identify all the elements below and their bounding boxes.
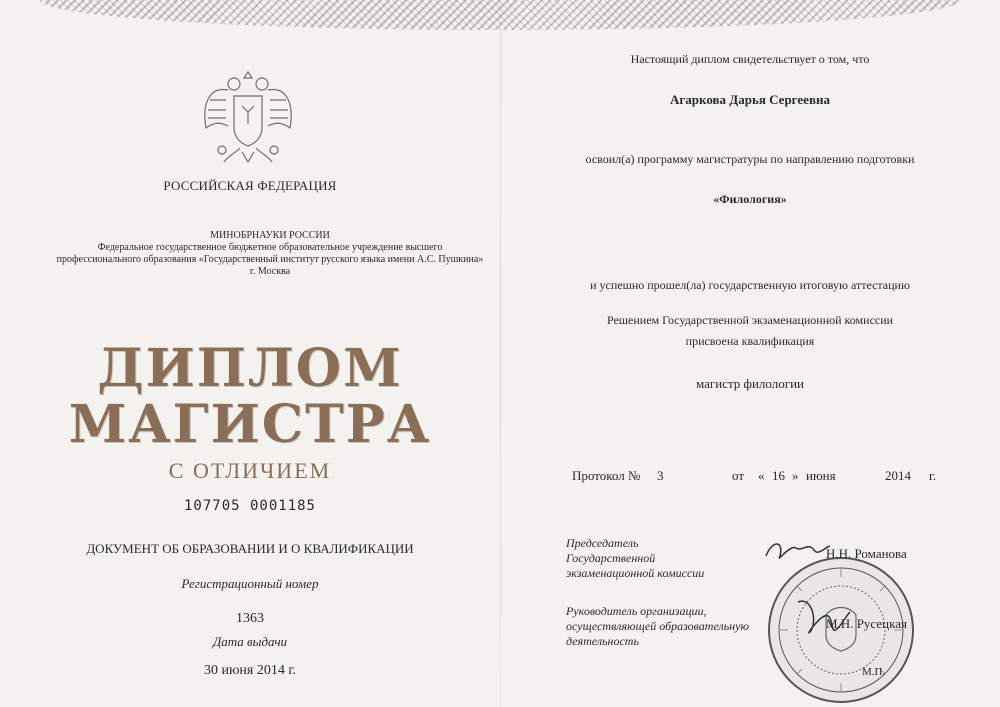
program-name: «Филология» [713,192,787,206]
chair-signature [762,534,832,568]
head-title-line: Руководитель организации, [566,604,707,618]
document-type: ДОКУМЕНТ ОБ ОБРАЗОВАНИИ И О КВАЛИФИКАЦИИ [86,541,414,556]
city: г. Москва [249,266,291,277]
intro-text: Настоящий диплом свидетельствует о том, что [630,52,870,66]
registration-number: 1363 [236,611,264,626]
protocol-label: Протокол № [572,468,641,483]
chair-title-line: Государственной [566,551,656,565]
qualification: магистр филологии [696,376,804,391]
chair-title [566,536,704,581]
diploma-title-line-2: МАГИСТРА [68,394,432,455]
decision-line-2: присвоена квалификация [685,334,815,348]
issue-date: 30 июня 2014 г. [203,663,297,678]
attestation-statement: и успешно прошел(ла) государственную итоговую аттестацию [590,278,910,292]
honors-label: С ОТЛИЧИЕМ [168,458,332,483]
diploma-title-line-1: ДИПЛОМ [97,338,403,399]
head-title-line: осуществляющей образовательную [566,619,749,633]
decision-line-1: Решением Государственной экзаменационной комиссии [606,313,894,327]
ministry-name: МИНОБРНАУКИ РОССИИ [210,230,330,241]
head-name: М.Н. Русецкая [826,616,907,631]
coat-of-arms-emblem [198,66,298,174]
chair-title-line: экзаменационной комиссии [566,566,705,580]
ministry-block [40,230,500,278]
protocol-number: 3 [657,468,664,483]
serial-number: 107705 0001185 [183,498,316,514]
head-title [566,604,749,649]
issue-date-label: Дата выдачи [212,634,288,649]
institution-line-1: Федеральное государственное бюджетное образовательное учреждение высшего [97,242,443,253]
protocol-year: 2014 [885,468,911,483]
institution-line-2: профессионального образования «Государственный институт русского языка имени А.С. Пушкина» [56,254,484,265]
protocol-month: июня [806,468,836,483]
country-label: РОССИЙСКАЯ ФЕДЕРАЦИЯ [163,178,337,193]
program-statement: освоил(а) программу магистратуры по направлению подготовки [585,152,915,166]
protocol-from: от [732,468,745,483]
graduate-name: Агаркова Дарья Сергеевна [670,92,830,107]
chair-name: Н.Н. Романова [826,546,907,561]
protocol-year-suffix: г. [929,468,937,483]
protocol-quote-open: « [758,468,765,483]
stamp-mark: М.П. [862,666,886,678]
protocol-day: 16 [772,468,785,483]
protocol-quote-close: » [792,468,799,483]
head-title-line: деятельность [566,634,639,648]
chair-title-line: Председатель [566,536,639,550]
registration-label: Регистрационный номер [181,576,319,591]
page-spine [500,0,501,707]
